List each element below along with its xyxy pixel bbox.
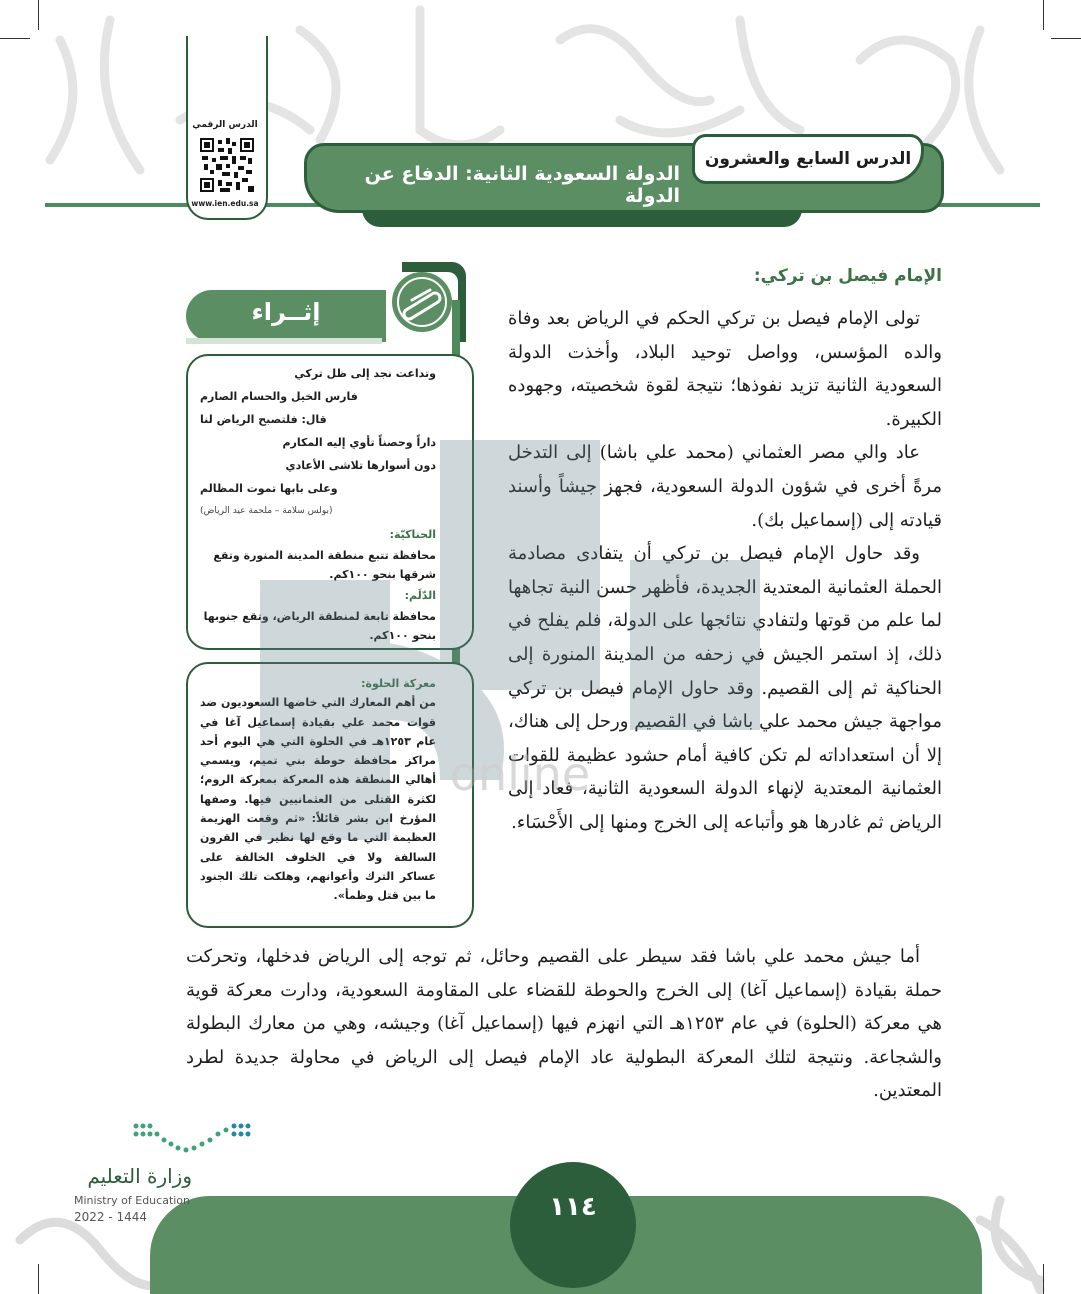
crop-mark bbox=[38, 0, 39, 30]
enrichment-header-shade bbox=[186, 338, 382, 344]
term-heading: الحناكيّة: bbox=[389, 528, 436, 541]
crop-mark bbox=[1043, 1264, 1044, 1294]
crop-mark bbox=[38, 1264, 39, 1294]
crop-mark bbox=[1043, 0, 1044, 30]
battle-text: من أهم المعارك التي خاضها السعوديون ضد قوات محمد علي بقيادة إسماعيل آغا في عام ١٢٥٣هـ في الحلوة التي هي اليوم أحد مراكز محافظة حوطة بني تميم، ويسمي أهالي المنطقة هذه المعركة بمعركة الروم؛ لكثرة القتلى من العثمانيين فيها. وصفها المؤرخ ابن بشر قائلاً: «ثم وقعت الهزيمة العظيمة التي ما وقع لها نظير في القرون السالفة ولا في الخلوف الخالفة على عساكر الترك وأعوانهم، وهلكت تلك الجنود ما بين قتل وظمأ». bbox=[200, 696, 436, 903]
paragraph: تولى الإمام فيصل بن تركي الحكم في الرياض بعد وفاة والده المؤسس، وواصل توحيد البلاد، وأخذت الدولة السعودية الثانية تزيد نفوذها؛ نتيجة لقوة شخصيته، وجهوده الكبيرة. bbox=[508, 308, 942, 430]
poem-line: دون أسوارها تلاشى الأعادي bbox=[285, 459, 436, 472]
full-width-paragraph: أما جيش محمد علي باشا فقد سيطر على القصيم وحائل، ثم توجه إلى الرياض فدخلها، وتحركت حملة بقيادة (إسماعيل آغا) إلى الخرج والحوطة للقضاء على المقاومة السعودية، ودارت معركة قوية هي معركة (الحلوة) في عام ١٢٥٣هـ التي انهزم فيها (إسماعيل آغا) وجيشه، وهي من معارك البطولة والشجاعة. ونتيجة لتلك المعركة البطولية عاد الإمام فيصل إلى الرياض في محاولة جديدة لطرد المعتدين. bbox=[186, 946, 943, 1102]
edition-year: 2022 - 1444 bbox=[74, 1210, 148, 1224]
qr-url: www.ien.edu.sa bbox=[191, 199, 259, 208]
enrichment-poem-content bbox=[200, 362, 436, 645]
term-definition: محافظة تابعة لمنطقة الرياض، وتقع جنوبها بنحو ١٠٠كم. bbox=[203, 610, 436, 642]
poem-source: (بولس سلامة – ملحمة عيد الرياض) bbox=[200, 506, 333, 516]
poem-line: قال: فلتصبح الرياض لنا bbox=[200, 413, 327, 426]
poem-line: داراً وحصناً تأوي إليه المكارم bbox=[282, 436, 436, 449]
poem-line: وعلى بابها تموت المظالم bbox=[200, 482, 338, 495]
crop-mark bbox=[1051, 38, 1081, 39]
paragraph: عاد والي مصر العثماني (محمد علي باشا) إلى التدخل مرةً أخرى في شؤون الدولة السعودية، فجهز جيشاً وأسند قيادته إلى (إسماعيل بك). bbox=[508, 442, 942, 531]
qr-code-icon[interactable] bbox=[200, 138, 254, 192]
ministry-name-arabic: وزارة التعليم bbox=[87, 1164, 192, 1188]
poem-line: فارس الخيل والحسام الصارم bbox=[200, 390, 358, 403]
page-number-badge bbox=[510, 1162, 636, 1288]
crop-mark bbox=[0, 38, 30, 39]
lesson-title: الدولة السعودية الثانية: الدفاع عن الدولة bbox=[364, 163, 680, 207]
svg-text:online: online bbox=[449, 747, 591, 801]
term-heading: الدّلَم: bbox=[404, 589, 436, 602]
battle-heading: معركة الحلوة: bbox=[361, 677, 436, 690]
lesson-number-tab: الدرس السابع والعشرون bbox=[692, 134, 924, 184]
battle-content bbox=[200, 674, 436, 906]
ministry-logo-icon bbox=[130, 1120, 256, 1162]
main-column bbox=[508, 302, 942, 840]
paragraph: وقد حاول الإمام فيصل بن تركي أن يتفادى مصادمة الحملة العثمانية المعتدية الجديدة، فأظهر حسن النية تجاهها لما علم من قوتها ولتفادي نتائجها على الدولة، فلم يفلح في ذلك، إذ استمر الجيش في زحفه من المدينة المنورة إلى الحناكية ثم إلى القصيم. وقد حاول الإمام فيصل بن تركي مواجهة جيش محمد علي باشا في القصيم ورحل إلى هناك، إلا أن استعداداته لم تكن كافية أمام حشود عظيمة للقوات العثمانية المعتدية لإنهاء الدولة السعودية الثانية، فعاد إلى الرياض ثم غادرها هو وأتباعه إلى الخرج ومنها إلى الأَحْسَاء. bbox=[508, 543, 942, 833]
poem-intro: وتداعت نجد إلى ظل تركي bbox=[294, 367, 436, 380]
section-heading: الإمام فيصل بن تركي: bbox=[753, 266, 942, 286]
page-number: ١١٤ bbox=[549, 1192, 597, 1222]
qr-label: الدرس الرقمي bbox=[192, 120, 258, 130]
term-definition: محافظة تتبع منطقة المدينة المنورة وتقع شرقها بنحو ١٠٠كم. bbox=[213, 549, 436, 581]
enrichment-title: إثــراء bbox=[251, 298, 321, 326]
ministry-name-english: Ministry of Education bbox=[74, 1194, 191, 1207]
